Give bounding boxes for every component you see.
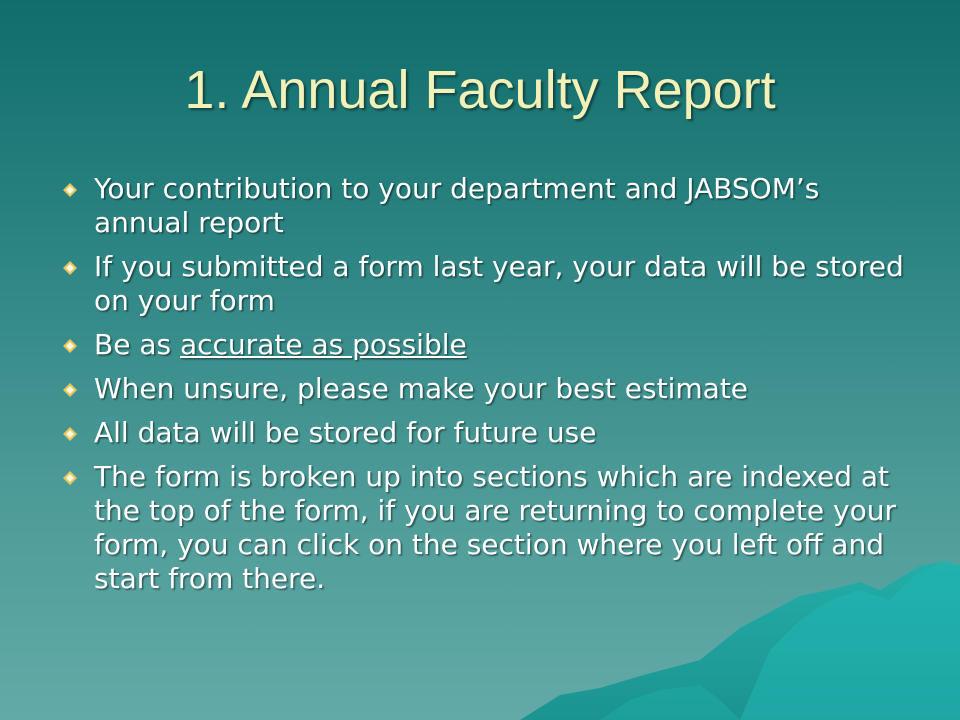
diamond-bullet-icon — [62, 382, 78, 398]
bullet-text: Your contribution to your department and JABSOM’s annual report — [94, 172, 820, 239]
bullet-text: If you submitted a form last year, your data will be stored on your form — [94, 250, 904, 317]
bullet-text: The form is broken up into sections which are indexed at the top of the form, if you are returning to complete your form, you can click on the section where you left off and start from there. — [94, 460, 896, 595]
bullet-item — [60, 372, 920, 406]
bullet-text: All data will be stored for future use — [94, 416, 597, 449]
bullet-item — [60, 250, 920, 318]
diamond-bullet-icon — [62, 338, 78, 354]
bullet-list — [60, 172, 920, 606]
slide-title: 1. Annual Faculty Report — [184, 60, 776, 120]
bullet-text-prefix: Be as — [94, 328, 180, 361]
bullet-text: When unsure, please make your best estimate — [94, 372, 749, 405]
diamond-bullet-icon — [62, 260, 78, 276]
diamond-bullet-icon — [62, 182, 78, 198]
diamond-bullet-icon — [62, 470, 78, 486]
bullet-item — [60, 328, 920, 362]
bullet-item — [60, 416, 920, 450]
bullet-text-underlined: accurate as possible — [179, 328, 467, 361]
bullet-item — [60, 460, 920, 596]
bullet-item — [60, 172, 920, 240]
diamond-bullet-icon — [62, 426, 78, 442]
